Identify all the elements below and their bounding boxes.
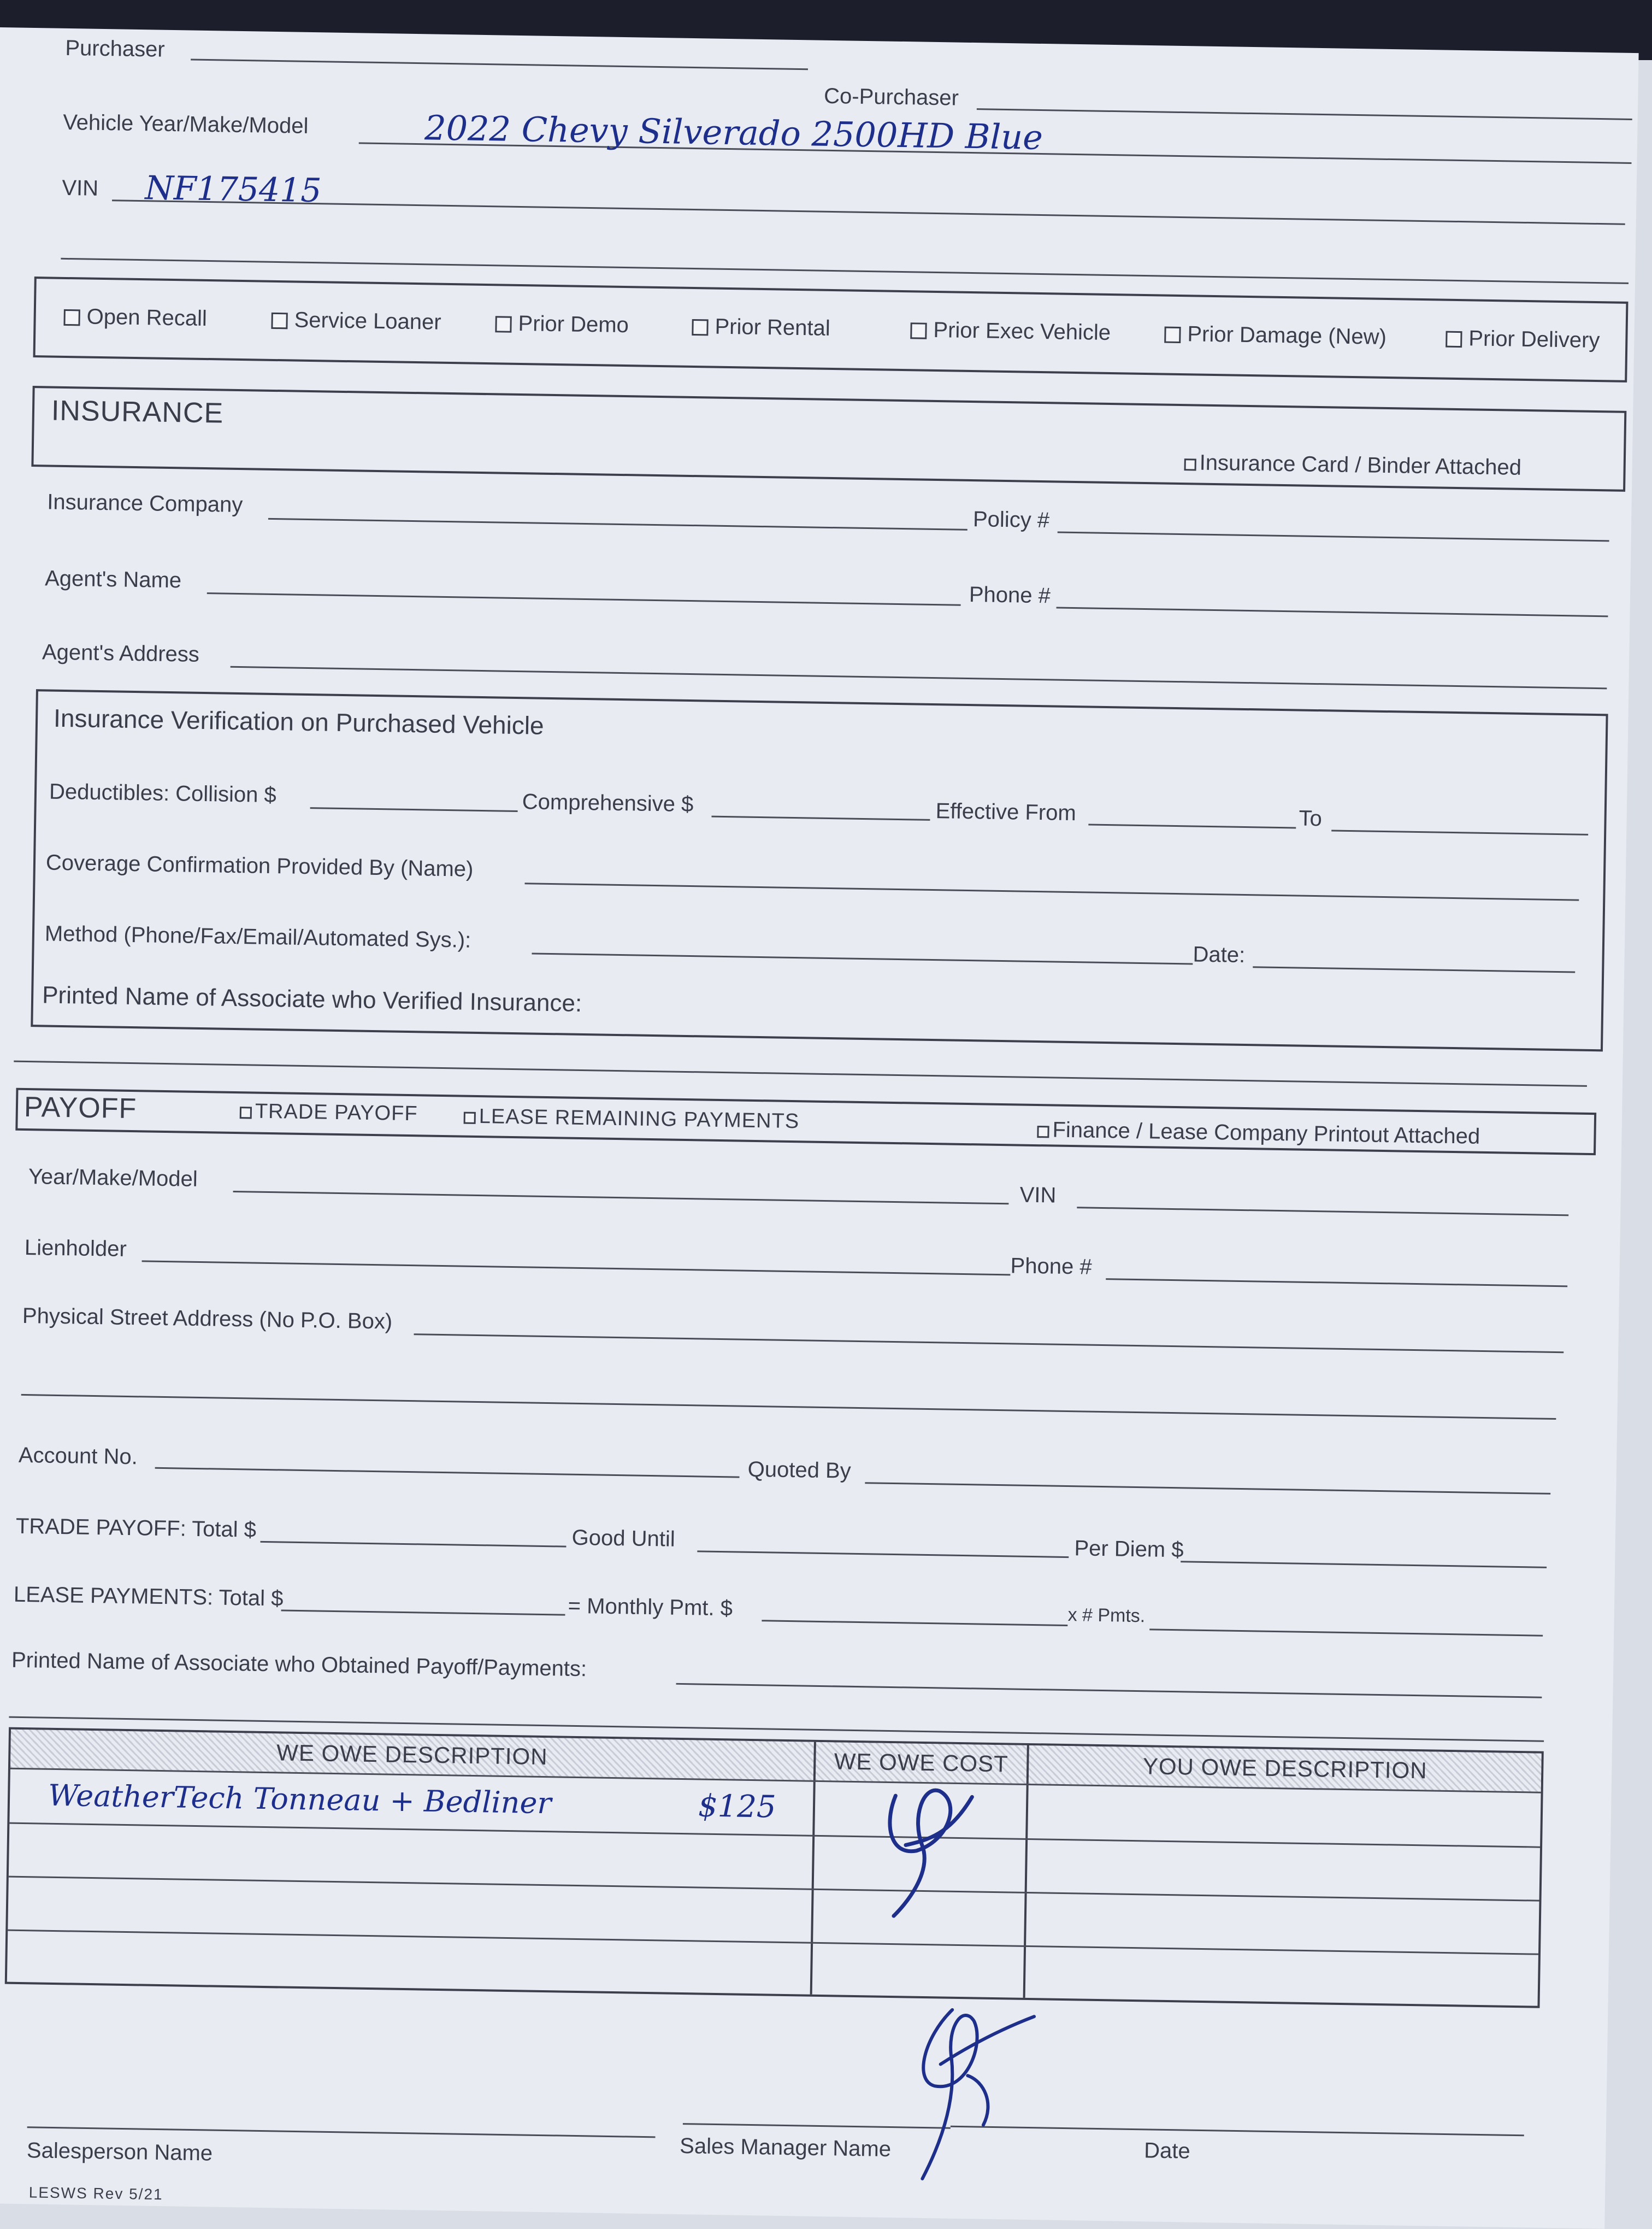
method-label: Method (Phone/Fax/Email/Automated Sys.): xyxy=(44,921,471,952)
trade-total-line[interactable] xyxy=(261,1541,567,1548)
checkbox-icon[interactable] xyxy=(240,1107,252,1119)
checkbox-label: Prior Rental xyxy=(715,314,831,340)
checkbox-trade-payoff[interactable] xyxy=(240,1099,418,1126)
checkbox-icon[interactable] xyxy=(910,322,927,339)
checkbox-icon[interactable] xyxy=(1446,331,1462,348)
checkbox-label: TRADE PAYOFF xyxy=(255,1099,418,1126)
quoted-by-line[interactable] xyxy=(865,1482,1550,1495)
vin-handwriting: NF175415 xyxy=(144,169,322,210)
trade-total-label: TRADE PAYOFF: Total $ xyxy=(15,1514,257,1542)
deductibles-label: Deductibles: Collision $ xyxy=(49,779,277,808)
checkbox-label: Insurance Card / Binder Attached xyxy=(1199,450,1522,480)
lienholder-label: Lienholder xyxy=(24,1235,127,1261)
lease-total-line[interactable] xyxy=(281,1609,565,1615)
lienholder-phone-line[interactable] xyxy=(1106,1278,1567,1287)
checkbox-prior-exec-vehicle[interactable] xyxy=(910,317,1111,345)
insurance-company-line[interactable] xyxy=(268,518,967,531)
agent-phone-label: Phone # xyxy=(969,582,1051,608)
checkbox-icon[interactable] xyxy=(63,309,80,326)
account-no-label: Account No. xyxy=(18,1443,138,1469)
lienholder-line[interactable] xyxy=(142,1260,1011,1275)
per-diem-line[interactable] xyxy=(1181,1561,1547,1568)
obtained-by-line[interactable] xyxy=(676,1683,1542,1698)
quoted-by-label: Quoted By xyxy=(747,1457,852,1483)
form-sheet xyxy=(0,27,1639,2229)
checkbox-icon[interactable] xyxy=(464,1112,476,1124)
checkbox-open-recall[interactable] xyxy=(63,304,207,331)
obtained-by-label: Printed Name of Associate who Obtained Payoff/Payments: xyxy=(11,1648,587,1681)
checkbox-icon[interactable] xyxy=(1184,458,1196,470)
payoff-ymm-label: Year/Make/Model xyxy=(28,1165,198,1191)
vehicle-handwriting: 2022 Chevy Silverado 2500HD Blue xyxy=(424,108,1043,158)
we-owe-table xyxy=(5,1727,1544,2008)
separator-line xyxy=(14,1061,1587,1087)
checkbox-icon[interactable] xyxy=(271,313,287,329)
checkbox-label: LEASE REMAINING PAYMENTS xyxy=(479,1105,800,1133)
num-pmts-label: x # Pmts. xyxy=(1067,1604,1146,1627)
co-purchaser-line[interactable] xyxy=(977,108,1632,120)
row-divider xyxy=(9,1822,1540,1848)
header-we-owe-cost: WE OWE COST xyxy=(816,1742,1027,1784)
agent-name-line[interactable] xyxy=(207,592,961,606)
verification-title: Insurance Verification on Purchased Vehicle xyxy=(53,703,545,740)
insurance-company-label: Insurance Company xyxy=(47,490,243,517)
footer-date-label: Date xyxy=(1143,2138,1191,2163)
header-we-owe-description: WE OWE DESCRIPTION xyxy=(10,1730,814,1780)
purchaser-line[interactable] xyxy=(191,58,808,70)
row-divider xyxy=(9,1876,1539,1902)
monthly-pmt-label: = Monthly Pmt. $ xyxy=(568,1593,733,1621)
comprehensive-label: Comprehensive $ xyxy=(522,790,694,817)
checkbox-label: Finance / Lease Company Printout Attached xyxy=(1052,1118,1480,1149)
checkbox-prior-damage[interactable] xyxy=(1164,322,1386,350)
street-address-line-2[interactable] xyxy=(21,1394,1556,1420)
checkbox-label: Prior Exec Vehicle xyxy=(933,317,1111,345)
checkbox-icon[interactable] xyxy=(1164,327,1181,343)
verify-date-label: Date: xyxy=(1193,942,1246,968)
street-address-line[interactable] xyxy=(414,1333,1564,1353)
monthly-pmt-line[interactable] xyxy=(762,1620,1067,1626)
vin-label: VIN xyxy=(62,175,99,201)
co-purchaser-label: Co-Purchaser xyxy=(823,84,959,110)
form-code: LESWS Rev 5/21 xyxy=(28,2184,163,2203)
vin-line[interactable] xyxy=(112,199,1625,225)
vehicle-label: Vehicle Year/Make/Model xyxy=(62,110,309,138)
agent-address-line[interactable] xyxy=(231,666,1607,690)
to-label: To xyxy=(1299,806,1323,831)
we-owe-item-cost[interactable]: $125 xyxy=(698,1788,777,1825)
checkbox-label: Prior Delivery xyxy=(1468,326,1600,353)
checkbox-service-loaner[interactable] xyxy=(271,308,441,335)
coverage-label: Coverage Confirmation Provided By (Name) xyxy=(45,850,474,881)
checkbox-label: Service Loaner xyxy=(294,308,442,334)
purchaser-label: Purchaser xyxy=(65,36,166,62)
we-owe-item-description[interactable]: WeatherTech Tonneau + Bedliner xyxy=(48,1778,552,1821)
checkbox-prior-delivery[interactable] xyxy=(1446,326,1600,353)
payoff-ymm-line[interactable] xyxy=(233,1191,1009,1204)
sales-manager-label: Sales Manager Name xyxy=(679,2134,892,2162)
lease-total-label: LEASE PAYMENTS: Total $ xyxy=(13,1582,284,1611)
checkbox-label: Prior Damage (New) xyxy=(1187,322,1387,349)
insurance-title: INSURANCE xyxy=(51,395,224,430)
effective-from-label: Effective From xyxy=(935,799,1077,826)
checkbox-icon[interactable] xyxy=(495,316,511,332)
policy-label: Policy # xyxy=(972,507,1050,533)
lienholder-phone-label: Phone # xyxy=(1010,1254,1092,1279)
checkbox-icon[interactable] xyxy=(692,319,708,336)
account-no-line[interactable] xyxy=(155,1467,740,1478)
num-pmts-line[interactable] xyxy=(1149,1628,1543,1636)
checkbox-icon[interactable] xyxy=(1037,1126,1049,1138)
good-until-label: Good Until xyxy=(571,1525,676,1551)
salesperson-line[interactable] xyxy=(27,2126,656,2138)
row-divider xyxy=(8,1930,1538,1955)
agent-phone-line[interactable] xyxy=(1057,607,1608,617)
street-address-label: Physical Street Address (No P.O. Box) xyxy=(22,1303,393,1334)
checkbox-label: Prior Demo xyxy=(518,311,629,338)
agent-name-label: Agent's Name xyxy=(44,566,182,593)
per-diem-label: Per Diem $ xyxy=(1074,1536,1184,1562)
header-you-owe-description: YOU OWE DESCRIPTION xyxy=(1029,1745,1542,1792)
salesperson-label: Salesperson Name xyxy=(26,2138,213,2166)
good-until-line[interactable] xyxy=(697,1550,1069,1558)
verified-by-label: Printed Name of Associate who Verified Insurance: xyxy=(42,981,582,1017)
checkbox-prior-demo[interactable] xyxy=(495,311,629,338)
checkbox-prior-rental[interactable] xyxy=(692,314,830,341)
agent-address-label: Agent's Address xyxy=(42,640,200,667)
initials-signature xyxy=(872,1774,983,1928)
manager-signature xyxy=(900,1992,1046,2191)
checkbox-label: Open Recall xyxy=(86,304,208,331)
payoff-title: PAYOFF xyxy=(23,1091,137,1125)
payoff-vin-label: VIN xyxy=(1019,1183,1057,1208)
payoff-vin-line[interactable] xyxy=(1077,1207,1568,1216)
policy-line[interactable] xyxy=(1058,532,1609,542)
